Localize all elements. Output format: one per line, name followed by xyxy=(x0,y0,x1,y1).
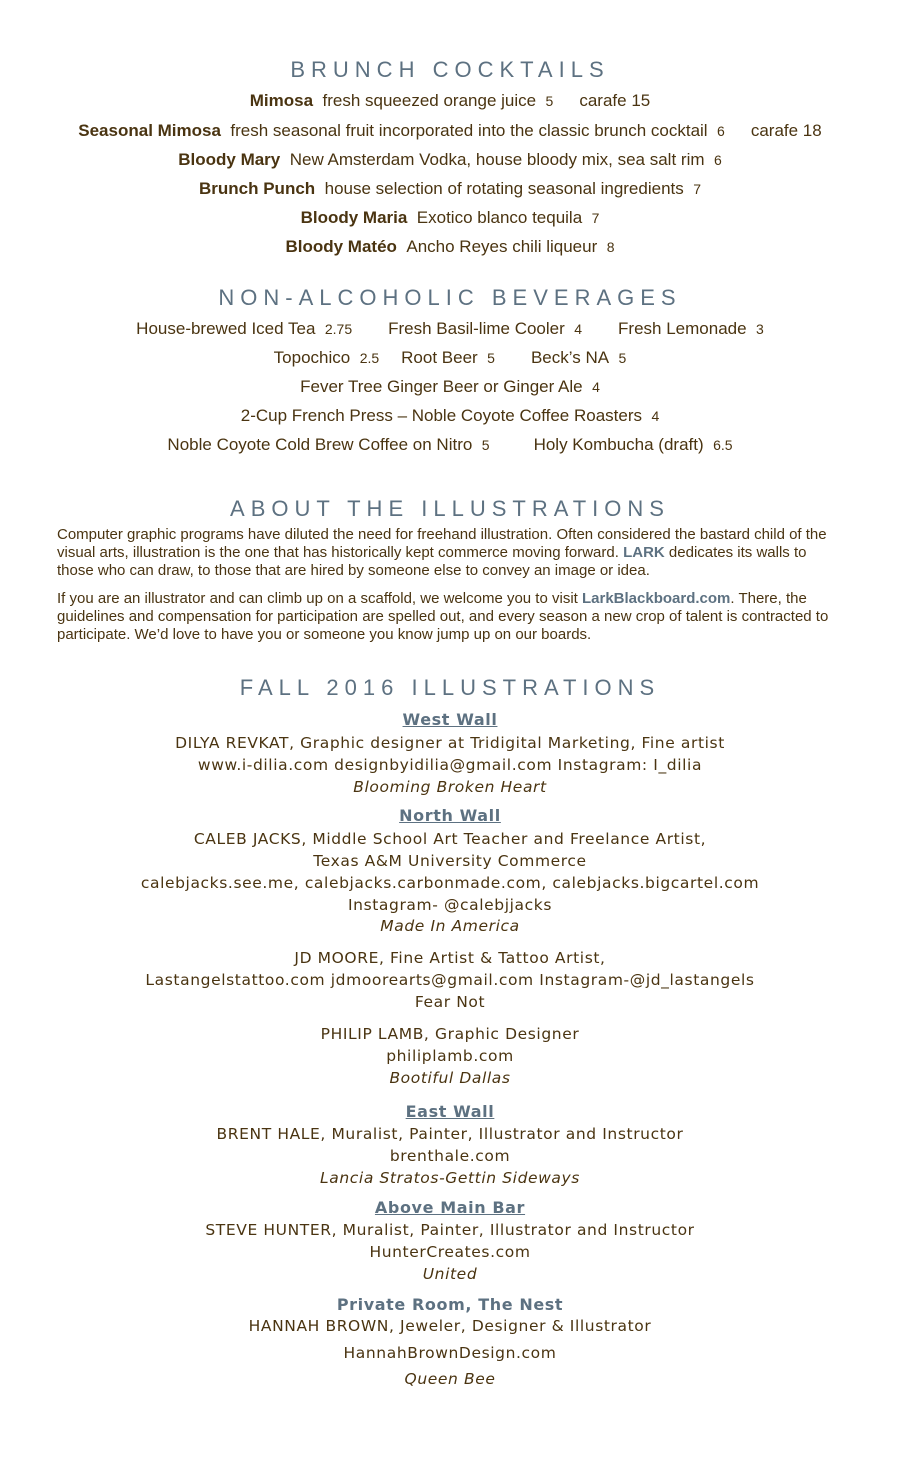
beverage-price: 2.75 xyxy=(324,321,353,337)
beverage-price: 2.5 xyxy=(359,350,380,366)
artist-contact: Lastangelstattoo.com jdmoorearts@gmail.com Instagram-@jd_lastangels xyxy=(145,971,755,989)
beverage-row xyxy=(0,405,900,427)
artist-line: JD MOORE, Fine Artist & Tattoo Artist, xyxy=(294,949,606,967)
about-heading: ABOUT THE ILLUSTRATIONS xyxy=(230,496,670,521)
artist-line: PHILIP LAMB, Graphic Designer xyxy=(320,1025,580,1043)
beverage-name: Fresh Lemonade xyxy=(618,319,747,338)
larkblackboard-link[interactable]: LarkBlackboard.com xyxy=(582,590,731,607)
artwork-title: Lancia Stratos-Gettin Sideways xyxy=(320,1169,580,1187)
item-extra: carafe 18 xyxy=(750,121,822,140)
beverage-name: Fresh Basil-lime Cooler xyxy=(388,319,565,338)
beverage-row xyxy=(0,347,900,369)
artist-line: HANNAH BROWN, Jeweler, Designer & Illustrator xyxy=(248,1317,652,1335)
north-wall-heading: North Wall xyxy=(399,806,501,825)
artist-contact: calebjacks.see.me, calebjacks.carbonmade.com, calebjacks.bigcartel.com xyxy=(140,874,760,892)
beverage-price: 4 xyxy=(592,379,600,395)
east-wall-heading: East Wall xyxy=(405,1102,495,1121)
artist-contact: HannahBrownDesign.com xyxy=(343,1344,557,1362)
item-name: Bloody Matéo xyxy=(285,237,397,256)
item-desc: New Amsterdam Vodka, house bloody mix, sea salt rim xyxy=(289,150,705,169)
item-desc: Ancho Reyes chili liqueur xyxy=(406,237,598,256)
nonalc-heading: NON-ALCOHOLIC BEVERAGES xyxy=(218,285,682,310)
item-name: Bloody Maria xyxy=(300,208,408,227)
item-name: Bloody Mary xyxy=(178,150,281,169)
item-price: 8 xyxy=(606,239,615,255)
west-wall-heading: West Wall xyxy=(402,710,498,729)
item-name: Brunch Punch xyxy=(199,179,316,198)
private-room-heading: Private Room, The Nest xyxy=(336,1295,564,1314)
item-price: 7 xyxy=(591,210,600,226)
artist-contact: philiplamb.com xyxy=(386,1047,514,1065)
artwork-title: Bootiful Dallas xyxy=(389,1069,511,1087)
artwork-title: United xyxy=(422,1265,478,1283)
menu-item-bloody-mateo xyxy=(0,236,900,258)
beverage-name: House-brewed Iced Tea xyxy=(136,319,316,338)
beverage-name: Fever Tree Ginger Beer or Ginger Ale xyxy=(300,377,583,396)
about-paragraph-1: Computer graphic programs have diluted the need for freehand illustration. Often considered the bastard child of the visual arts, illustration is the one that has historically kept commerce moving forward. LARK dedicates its walls to those who can draw, to those that are hired by someone else to convey an image or idea. xyxy=(57,526,827,579)
artist-contact: brenthale.com xyxy=(389,1147,511,1165)
artist-line: BRENT HALE, Muralist, Painter, Illustrator and Instructor xyxy=(216,1125,684,1143)
artist-line: CALEB JACKS, Middle School Art Teacher and Freelance Artist, xyxy=(193,830,707,848)
about-paragraph-2: If you are an illustrator and can climb up on a scaffold, we welcome you to visit LarkBlackboard.com. There, the guidelines and compensation for participation are spelled out, and every season a new crop of talent is contracted to participate. We’d love to have you or someone you know jump up on our boards. xyxy=(57,590,829,643)
beverage-price: 5 xyxy=(618,350,627,366)
beverage-name: Holy Kombucha (draft) xyxy=(533,435,704,454)
item-price: 6 xyxy=(717,123,725,139)
item-name: Seasonal Mimosa xyxy=(78,121,221,140)
artwork-title: Blooming Broken Heart xyxy=(353,778,547,796)
item-desc: Exotico blanco tequila xyxy=(416,208,583,227)
item-price: 7 xyxy=(693,181,701,197)
item-extra: carafe 15 xyxy=(579,91,651,110)
artwork-title: Fear Not xyxy=(414,993,486,1011)
artist-contact: www.i-dilia.com designbyidilia@gmail.com Instagram: I_dilia xyxy=(197,756,703,774)
menu-item-brunch-punch xyxy=(0,178,900,200)
beverage-name: 2-Cup French Press – Noble Coyote Coffee Roasters xyxy=(240,406,643,425)
artwork-title: Queen Bee xyxy=(404,1370,496,1388)
artist-line: DILYA REVKAT, Graphic designer at Tridigital Marketing, Fine artist xyxy=(175,734,725,752)
beverage-price: 5 xyxy=(481,437,490,453)
beverage-name: Beck’s NA xyxy=(530,348,610,367)
beverage-price: 3 xyxy=(756,321,764,337)
menu-item-seasonal-mimosa xyxy=(0,120,900,142)
item-price: 5 xyxy=(545,93,554,109)
beverage-row xyxy=(0,376,900,398)
item-desc: fresh seasonal fruit incorporated into the classic brunch cocktail xyxy=(230,121,708,140)
item-desc: fresh squeezed orange juice xyxy=(322,91,537,110)
menu-item-bloody-mary xyxy=(0,149,900,171)
lark-brand: LARK xyxy=(623,544,665,561)
item-name: Mimosa xyxy=(249,91,314,110)
beverage-row xyxy=(0,434,900,456)
artist-line: STEVE HUNTER, Muralist, Painter, Illustrator and Instructor xyxy=(205,1221,695,1239)
beverage-name: Noble Coyote Cold Brew Coffee on Nitro xyxy=(167,435,473,454)
artist-contact: HunterCreates.com xyxy=(369,1243,531,1261)
artist-line: Texas A&M University Commerce xyxy=(313,852,587,870)
beverage-price: 6.5 xyxy=(713,437,733,453)
above-main-bar-heading: Above Main Bar xyxy=(374,1198,526,1217)
artwork-title: Made In America xyxy=(380,917,520,935)
beverage-name: Topochico xyxy=(273,348,351,367)
artist-contact: Instagram- @calebjjacks xyxy=(347,896,553,914)
beverage-price: 4 xyxy=(651,408,660,424)
beverage-row xyxy=(0,318,900,340)
beverage-price: 5 xyxy=(487,350,495,366)
item-price: 6 xyxy=(713,152,722,168)
beverage-price: 4 xyxy=(574,321,583,337)
item-desc: house selection of rotating seasonal ingredients xyxy=(324,179,684,198)
brunch-heading: BRUNCH COCKTAILS xyxy=(290,57,610,82)
menu-item-bloody-maria xyxy=(0,207,900,229)
beverage-name: Root Beer xyxy=(401,348,478,367)
menu-item-mimosa xyxy=(0,90,900,112)
fall-heading: FALL 2016 ILLUSTRATIONS xyxy=(239,675,661,700)
